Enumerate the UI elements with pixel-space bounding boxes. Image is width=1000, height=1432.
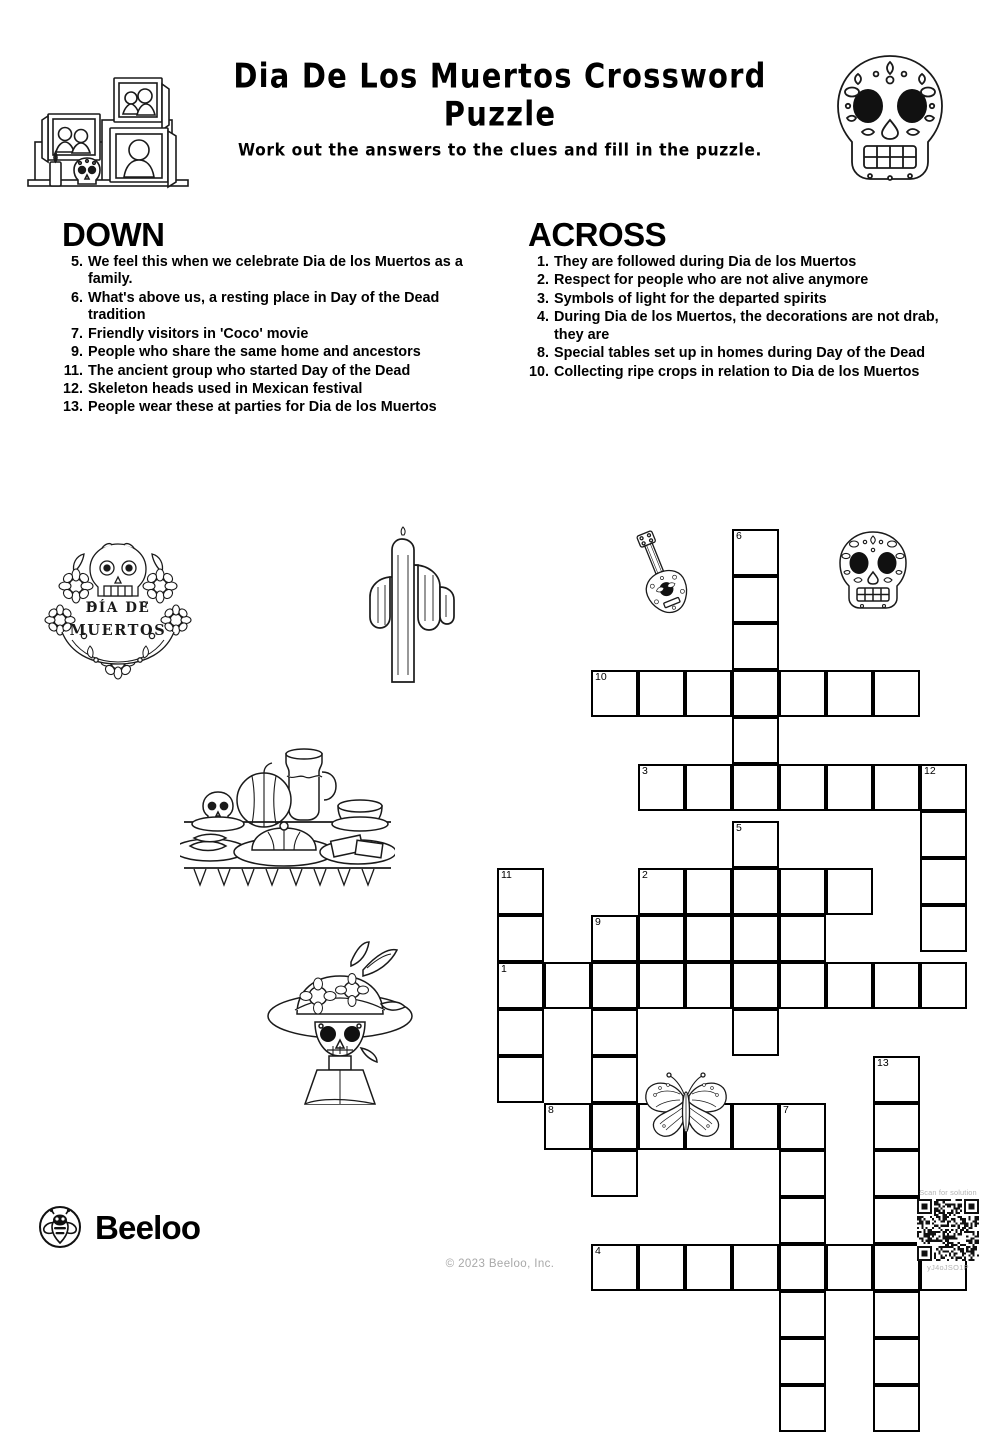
down-clue-text: We feel this when we celebrate Dia de los Muertos as a family. — [88, 254, 463, 288]
crossword-cell[interactable] — [497, 1009, 544, 1056]
across-clue-number: 10. — [528, 363, 549, 380]
across-clue-text: Respect for people who are not alive anymore — [554, 272, 869, 289]
crossword-cell[interactable] — [779, 1338, 826, 1385]
brand-name: Beeloo — [95, 1208, 201, 1246]
cell-number: 9 — [595, 916, 601, 928]
crossword-cell[interactable] — [873, 1103, 920, 1150]
crossword-cell[interactable] — [591, 1009, 638, 1056]
down-clue-number: 9. — [70, 344, 83, 361]
crossword-cell[interactable] — [638, 962, 685, 1009]
cell-number: 3 — [642, 765, 648, 777]
crossword-cell-start-6[interactable] — [732, 529, 779, 576]
emblem-line-2: MUERTOS — [69, 622, 167, 639]
cell-number: 2 — [642, 869, 648, 881]
cell-number: 5 — [736, 822, 742, 834]
crossword-cell[interactable] — [685, 764, 732, 811]
cell-number: 7 — [783, 1104, 789, 1116]
crossword-cell[interactable] — [685, 962, 732, 1009]
down-clue-text: People who share the same home and ancestors — [88, 344, 421, 361]
down-clue-text: The ancient group who started Day of the Dead — [88, 362, 411, 379]
crossword-cell[interactable] — [826, 962, 873, 1009]
cell-number: 6 — [736, 530, 742, 542]
down-clue-number: 7. — [70, 325, 83, 342]
crossword-cell[interactable] — [638, 915, 685, 962]
dia-de-muertos-emblem-icon — [28, 528, 208, 688]
cactus-icon — [340, 525, 480, 690]
crossword-cell[interactable] — [732, 576, 779, 623]
crossword-cell[interactable] — [779, 1385, 826, 1432]
catrina-icon — [255, 930, 425, 1105]
across-clue-text: Symbols of light for the departed spirits — [554, 290, 827, 307]
crossword-cell[interactable] — [920, 962, 967, 1009]
crossword-cell-start-1[interactable] — [497, 962, 544, 1009]
crossword-cell[interactable] — [732, 1103, 779, 1150]
crossword-cell[interactable] — [920, 811, 967, 858]
crossword-cell[interactable] — [779, 962, 826, 1009]
crossword-cell[interactable] — [732, 623, 779, 670]
crossword-cell[interactable] — [732, 670, 779, 717]
across-clue-number: 8. — [536, 345, 549, 362]
down-clue-number: 12. — [62, 380, 83, 397]
butterfly-icon — [640, 1068, 732, 1140]
crossword-cell[interactable] — [779, 1291, 826, 1338]
across-clue-number: 3. — [536, 290, 549, 307]
crossword-cell[interactable] — [779, 764, 826, 811]
crossword-cell[interactable] — [826, 670, 873, 717]
crossword-cell[interactable] — [732, 915, 779, 962]
qr-section[interactable] — [912, 1188, 984, 1272]
cell-number: 4 — [595, 1245, 601, 1257]
across-clue-number: 1. — [536, 254, 549, 270]
cell-number: 10 — [595, 671, 607, 683]
crossword-cell[interactable] — [920, 905, 967, 952]
crossword-cell[interactable] — [873, 670, 920, 717]
down-clue-number: 13. — [62, 399, 83, 416]
cell-number: 13 — [877, 1057, 889, 1069]
across-clue-text: They are followed during Dia de los Muertos — [554, 254, 857, 270]
crossword-cell-start-8[interactable] — [544, 1103, 591, 1150]
cell-number: 8 — [548, 1104, 554, 1116]
crossword-cell[interactable] — [591, 962, 638, 1009]
down-clue-number: 6. — [70, 289, 83, 306]
across-clue-text: During Dia de los Muertos, the decorations are not drab, they are — [554, 309, 939, 343]
crossword-cell[interactable] — [732, 764, 779, 811]
crossword-cell[interactable] — [732, 868, 779, 915]
small-sugar-skull-icon — [828, 528, 918, 616]
crossword-cell[interactable] — [779, 868, 826, 915]
crossword-cell-start-12[interactable] — [920, 764, 967, 811]
crossword-cell[interactable] — [497, 915, 544, 962]
page-title: Dia De Los Muertos Crossword Puzzle — [233, 55, 767, 134]
crossword-cell-start-10[interactable] — [591, 670, 638, 717]
crossword-cell[interactable] — [920, 858, 967, 905]
copyright-text: © 2023 Beeloo, Inc. — [445, 1258, 555, 1270]
brand-logo — [38, 1205, 200, 1249]
crossword-cell[interactable] — [779, 670, 826, 717]
across-clue-text: Collecting ripe crops in relation to Dia de los Muertos — [554, 363, 920, 380]
crossword-cell-start-7[interactable] — [779, 1103, 826, 1150]
cell-number: 1 — [501, 963, 507, 975]
crossword-cell-start-2[interactable] — [638, 868, 685, 915]
cell-number: 12 — [924, 765, 936, 777]
page-subtitle: Work out the answers to the clues and fill in the puzzle. — [238, 140, 762, 160]
crossword-cell[interactable] — [685, 670, 732, 717]
crossword-cell[interactable] — [591, 1103, 638, 1150]
across-clue-number: 2. — [536, 272, 549, 289]
crossword-cell[interactable] — [497, 1056, 544, 1103]
crossword-cell[interactable] — [638, 670, 685, 717]
crossword-cell[interactable] — [873, 1338, 920, 1385]
crossword-cell[interactable] — [685, 915, 732, 962]
down-clue-text: Skeleton heads used in Mexican festival — [88, 380, 363, 397]
crossword-cell[interactable] — [873, 764, 920, 811]
crossword-cell-start-3[interactable] — [638, 764, 685, 811]
qr-id-text: yJ4oJSO1P — [927, 1263, 969, 1272]
qr-code-image[interactable] — [917, 1199, 979, 1261]
crossword-cell-start-13[interactable] — [873, 1056, 920, 1103]
down-heading: DOWN — [62, 216, 165, 253]
crossword-cell[interactable] — [873, 962, 920, 1009]
crossword-cell[interactable] — [732, 962, 779, 1009]
down-clue-number: 5. — [70, 254, 83, 270]
crossword-cell[interactable] — [826, 868, 873, 915]
down-clue-text: What's above us, a resting place in Day of the Dead tradition — [88, 289, 440, 324]
crossword-cell[interactable] — [732, 717, 779, 764]
crossword-cell[interactable] — [873, 1291, 920, 1338]
crossword-cell[interactable] — [685, 868, 732, 915]
across-clue-number: 4. — [536, 309, 549, 326]
crossword-cell-start-11[interactable] — [497, 868, 544, 915]
down-clue-number: 11. — [63, 362, 83, 379]
down-clue-text: People wear these at parties for Dia de los Muertos — [88, 399, 437, 416]
crossword-cell[interactable] — [826, 764, 873, 811]
crossword-cell[interactable] — [732, 1009, 779, 1056]
qr-caption: Scan for solution — [919, 1188, 977, 1197]
guitar-icon — [630, 528, 692, 618]
down-clue-text: Friendly visitors in 'Coco' movie — [88, 325, 309, 342]
across-clue-text: Special tables set up in homes during Day of the Dead — [554, 345, 926, 362]
crossword-cell[interactable] — [544, 962, 591, 1009]
crossword-cell[interactable] — [779, 915, 826, 962]
crossword-cell[interactable] — [591, 1056, 638, 1103]
ofrenda-table-icon — [180, 738, 395, 890]
across-heading: ACROSS — [528, 216, 667, 253]
crossword-cell[interactable] — [873, 1385, 920, 1432]
crossword-cell-start-9[interactable] — [591, 915, 638, 962]
cell-number: 11 — [501, 869, 512, 881]
emblem-line-1: DÍA DE — [85, 600, 151, 616]
crossword-cell-start-5[interactable] — [732, 821, 779, 868]
bee-logo-icon — [38, 1205, 82, 1249]
page-footer — [0, 1180, 1000, 1294]
